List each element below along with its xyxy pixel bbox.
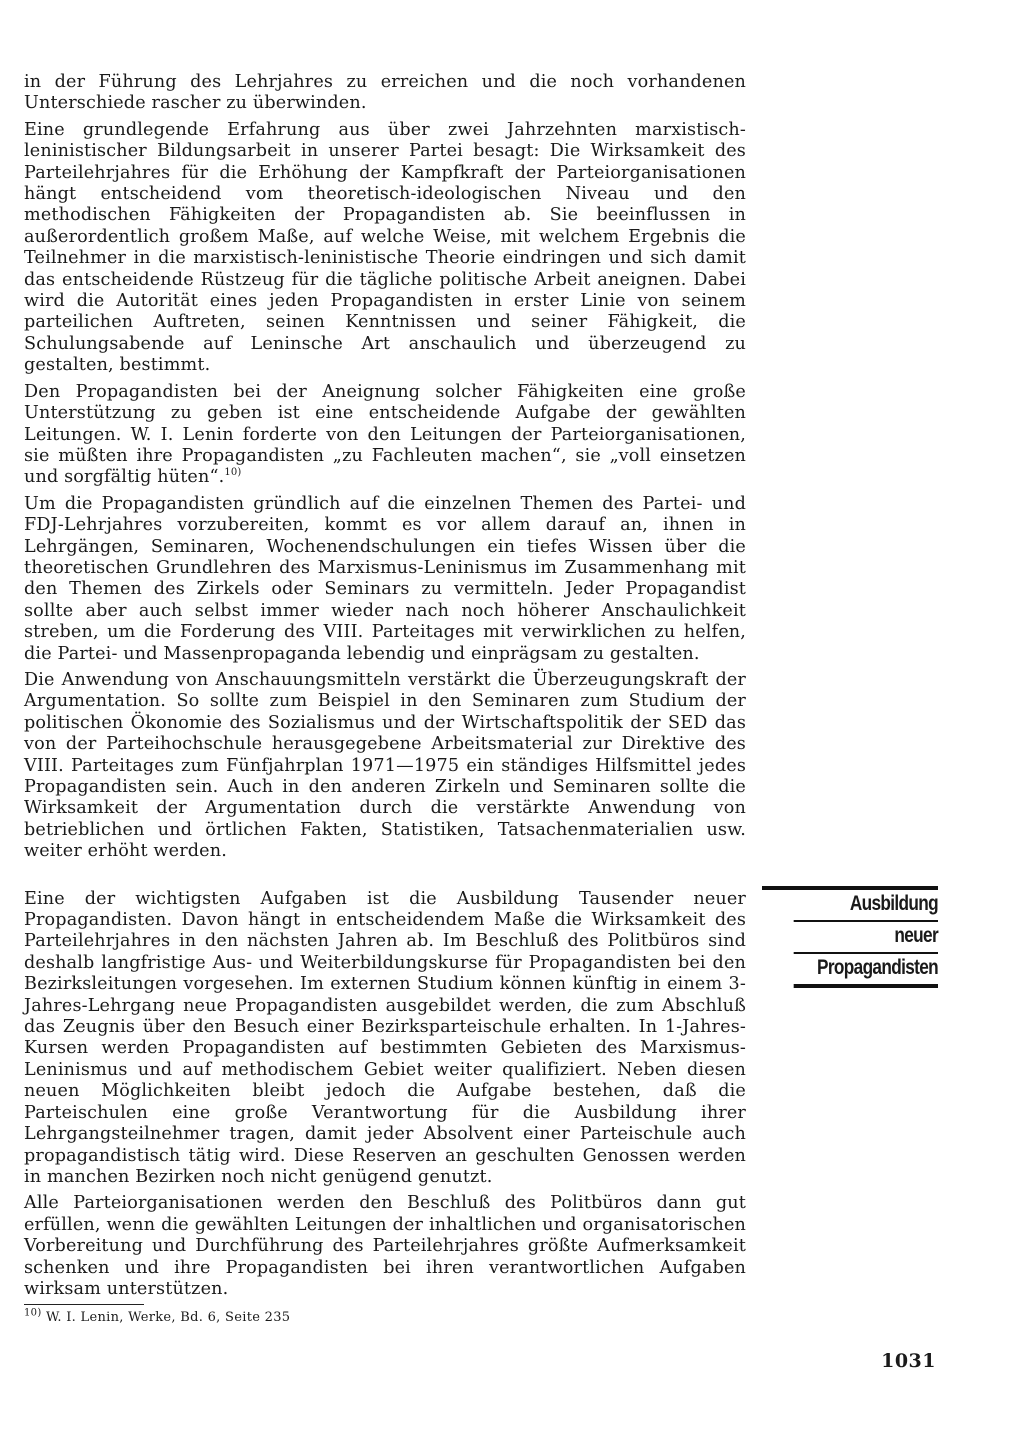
footnote <box>24 1309 746 1326</box>
paragraph: Eine der wichtigsten Aufgaben ist die Ausbildung Tausender neuer Propagandisten. Davon hängt in entscheidendem Maße die Wirksamkeit des Parteilehrjahres in den nächsten Jahren ab. Im Beschluß des Politbüros sind deshalb langfristige Aus- und Weiterbildungskurse für Propagandisten bei den Bezirksleitungen vorgesehen. Im externen Studium können künftig in einem 3-Jahres-Lehrgang neue Propagandisten ausgebildet werden, die zum Abschluß das Zeugnis über den Besuch einer Bezirksparteischule erhalten. In 1-Jahres-Kursen werden Propagandisten auf bestimmten Gebieten des Marxismus-Leninismus und auf methodischem Gebiet weiter qualifiziert. Neben diesen neuen Möglichkeiten bleibt jedoch die Aufgabe bestehen, daß die Parteischulen eine große Verantwortung für die Ausbildung ihrer Lehrgangsteilnehmer tragen, damit jeder Absolvent einer Parteischule auch propagandistisch tätig wird. Diese Reserven an geschulten Genossen werden in manchen Bezirken noch nicht genügend genutzt. <box>24 888 746 1187</box>
main-text-column <box>24 72 746 1326</box>
paragraph: in der Führung des Lehrjahres zu erreichen und die noch vorhandenen Unterschiede rascher zu überwinden. <box>24 72 746 114</box>
paragraph: Alle Parteiorganisationen werden den Beschluß des Politbüros dann gut erfüllen, wenn die gewählten Leitungen der inhaltlichen und organisatorischen Vorbereitung und Durchführung des Parteilehrjahres größte Aufmerksamkeit schenken und ihre Propagandisten bei ihren verantwortlichen Aufgaben wirksam unterstützen. <box>24 1193 746 1299</box>
paragraph: Eine grundlegende Erfahrung aus über zwei Jahrzehnten marxistisch-leninistischer Bildungsarbeit in unserer Partei besagt: Die Wirksamkeit des Parteilehrjahres für die Erhöhung der Kampfkraft der Parteiorganisationen hängt entscheidend vom theoretisch-ideologischen Niveau und den methodischen Fähigkeiten der Propagandisten ab. Sie beeinflussen in außerordentlich großem Maße, auf welche Weise, mit welchem Ergebnis die Teilnehmer in die marxistisch-leninistische Theorie eindringen und sich damit das entscheidende Rüstzeug für die tägliche politische Arbeit aneignen. Dabei wird die Autorität eines jeden Propagandisten in erster Linie von seinem parteilichen Auftreten, seinen Kenntnissen und seiner Fähigkeit, die Schulungsabende auf Leninsche Art anschaulich und überzeugend zu gestalten, bestimmt. <box>24 119 746 376</box>
footnote-text: W. I. Lenin, Werke, Bd. 6, Seite 235 <box>45 1310 291 1326</box>
paragraph <box>24 382 746 489</box>
marginal-heading-line: Propagandisten <box>794 954 938 988</box>
page-number: 1031 <box>881 1350 936 1372</box>
marginal-heading-line: neuer <box>794 922 938 954</box>
paragraph: Um die Propagandisten gründlich auf die einzelnen Themen des Partei- und FDJ-Lehrjahres vorzubereiten, kommt es vor allem darauf an, ihnen in Lehrgängen, Seminaren, Wochenendschulungen ein tiefes Wissen über die theoretischen Grundlehren des Marxismus-Leninismus im Zusammenhang mit den Themen des Zirkels oder Seminars zu vermitteln. Jeder Propagandist sollte aber auch selbst immer wieder nach noch höherer Anschaulichkeit streben, um die Forderung des VIII. Parteitages mit verwirklichen zu helfen, die Partei- und Massenpropaganda lebendig und einprägsam zu gestalten. <box>24 493 746 664</box>
marginal-heading <box>762 886 938 988</box>
section-gap <box>24 863 746 889</box>
footnote-marker: 10) <box>24 1308 42 1320</box>
footnote-divider <box>24 1304 144 1305</box>
marginal-heading-line: Ausbildung <box>794 890 938 922</box>
paragraph-text: Den Propagandisten bei der Aneignung solcher Fähigkeiten eine große Unterstützung zu geben ist eine entscheidende Aufgabe der gewählten Leitungen. W. I. Lenin forderte von den Leitungen der Parteiorganisationen, sie müßten ihre Propagandisten „zu Fachleuten machen“, sie „voll einsetzen und sorgfältig hüten“. <box>24 381 746 488</box>
paragraph: Die Anwendung von Anschauungsmitteln verstärkt die Überzeugungskraft der Argumentation. So sollte zum Beispiel in den Seminaren zum Studium der politischen Ökonomie des Sozialismus und der Wirtschaftspolitik der SED das von der Parteihochschule herausgegebene Arbeitsmaterial zur Direktive des VIII. Parteitages zum Fünfjahrplan 1971—1975 ein ständiges Hilfsmittel jedes Propagandisten sein. Auch in den anderen Zirkeln und Seminaren sollte die Wirksamkeit der Argumentation durch die verstärkte Anwendung von betrieblichen und örtlichen Fakten, Statistiken, Tatsachenmaterialien usw. weiter erhöht werden. <box>24 669 746 862</box>
footnote-reference: 10) <box>224 467 242 479</box>
